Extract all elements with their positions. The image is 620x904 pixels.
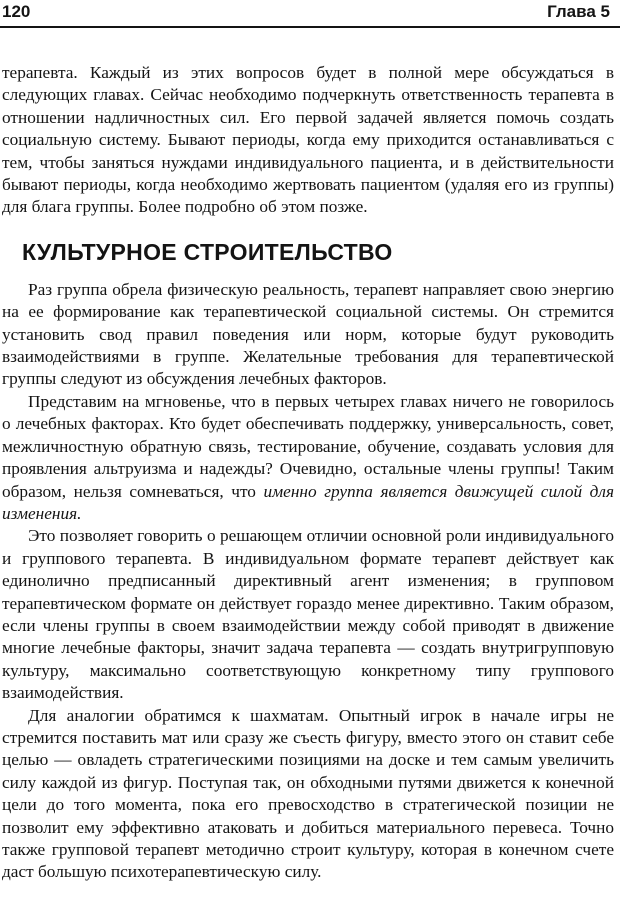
paragraph-3-italic: именно группа является движущей силой для изменения.	[2, 481, 614, 523]
header-rule	[0, 26, 620, 28]
paragraph-5: Для аналогии обратимся к шахматам. Опытный игрок в начале игры не стремится поставить мат или сразу же съесть фигуру, вместо этого он ставит себе целью — овладеть стратегическими позициями на доске и тем самым увеличить силу каждой из фигур. Поступая так, он обходными путями движется к конечной цели до того момента, пока его превосходство в стратегической позиции не позволит ему эффективно атаковать и добиться материального перевеса. Точно также групповой терапевт методично строит культуру, которая в конечном счете даст большую психотерапевтическую силу.	[2, 705, 614, 882]
chapter-title: Глава 5	[547, 2, 610, 21]
paragraph-2: Раз группа обрела физическую реальность, терапевт направляет свою энергию на ее формирование как терапевтической социальной системы. Он стремится установить свод правил поведения или норм, которые будут руководить взаимодействиями в группе. Желательные требования для терапевтической группы следуют из обсуждения лечебных факторов.	[2, 279, 614, 389]
section-heading: КУЛЬТУРНОЕ СТРОИТЕЛЬСТВО	[22, 238, 393, 265]
body-text	[2, 62, 614, 884]
paragraph-3-text: Представим на мгновенье, что в первых четырех главах ничего не говорилось о лечебных факторах. Кто будет обеспечивать поддержку, универсальность, совет, межличностную обратную связь, тестирование, обучение, создавать условия для проявления альтруизма и надежды? Очевидно, остальные члены группы! Таким образом, нельзя сомневаться, что	[2, 391, 614, 501]
paragraph-1: терапевта. Каждый из этих вопросов будет в полной мере обсуждаться в следующих главах. Сейчас необходимо подчеркнуть ответственность терапевта в отношении надличностных сил. Его первой задачей является помочь создать социальную систему. Бывают периоды, когда ему приходится останавливаться с тем, чтобы заняться нуждами индивидуального пациента, и в действительности бывают периоды, когда необходимо жертвовать пациентом (удаляя его из группы) для блага группы. Более подробно об этом позже.	[2, 63, 614, 217]
page-header	[0, 0, 620, 28]
paragraph-4: Это позволяет говорить о решающем отличии основной роли индивидуального и группового терапевта. В индивидуальном формате терапевт действует как единолично предписанный директивный агент изменения; в групповом терапевтическом формате он действует гораздо менее директивно. Таким образом, если члены группы в своем взаимодействии между собой приводят в движение многие лечебные факторы, значит задача терапевта — создать внутригрупповую культуру, максимально соответствующую конкретному типу группового взаимодействия.	[2, 526, 614, 703]
paragraph-3	[2, 391, 614, 525]
page-number: 120	[2, 2, 31, 21]
